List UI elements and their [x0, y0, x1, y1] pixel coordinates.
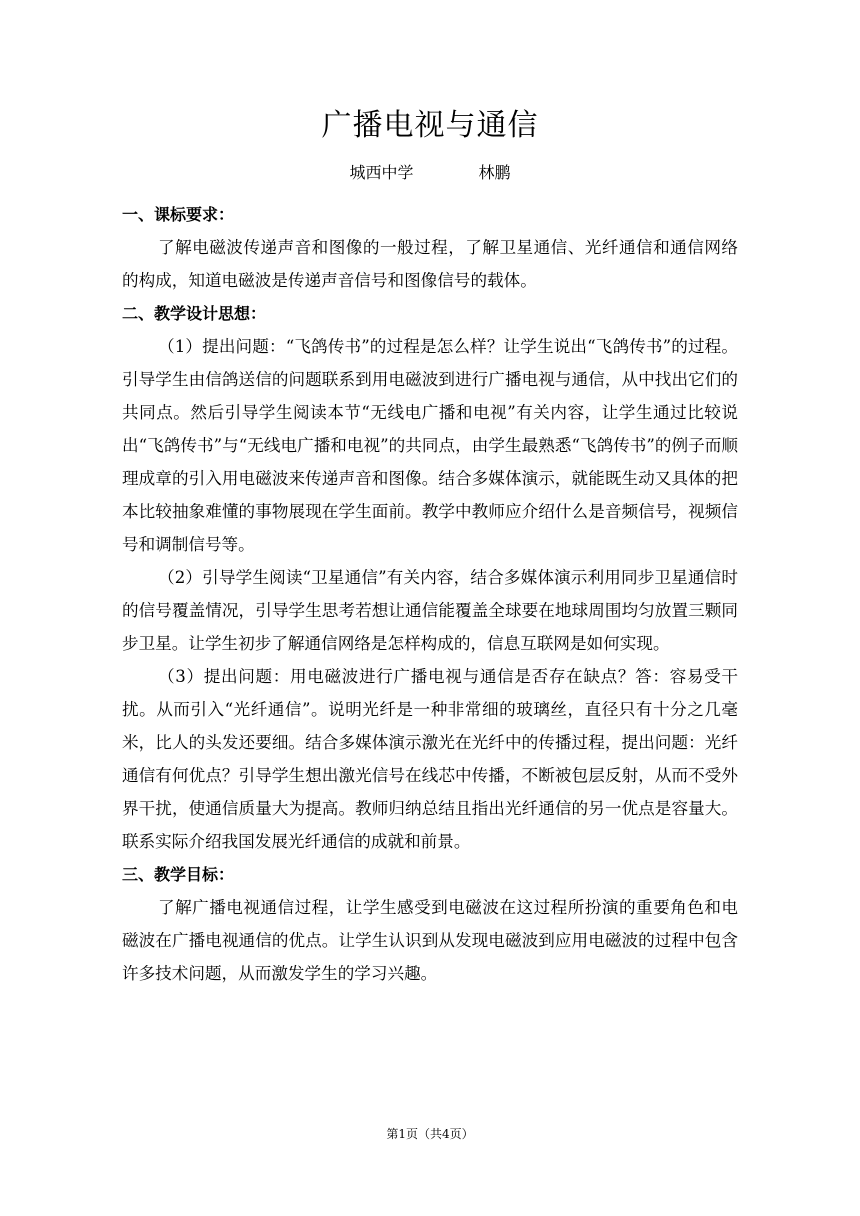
paragraph: （2）引导学生阅读“卫星通信”有关内容，结合多媒体演示利用同步卫星通信时的信号覆盖情况，引导学生思考若想让通信能覆盖全球要在地球周围均匀放置三颗同步卫星。让学生初步了解通信网络是怎样构成的，信息互联网是如何实现。 [122, 568, 738, 653]
paragraph: （3）提出问题：用电磁波进行广播电视与通信是否存在缺点？答：容易受干扰。从而引入“光纤通信”。说明光纤是一种非常细的玻璃丝，直径只有十分之几毫米，比人的头发还要细。结合多媒体演示激光在光纤中的传播过程，提出问题：光纤通信有何优点？引导学生想出激光信号在线芯中传播，不断被包层反射，从而不受外界干扰，使通信质量大为提高。教师归纳总结且指出光纤通信的另一优点是容量大。联系实际介绍我国发展光纤通信的成就和前景。 [122, 667, 738, 851]
document-title: 广播电视与通信 [321, 108, 539, 143]
section-heading-objectives: 三、教学目标： [122, 865, 235, 884]
paragraph: 了解广播电视通信过程，让学生感受到电磁波在这过程所扮演的重要角色和电磁波在广播电视通信的优点。让学生认识到从发现电磁波到应用电磁波的过程中包含许多技术问题，从而激发学生的学习兴趣。 [122, 898, 738, 983]
author-name: 林鹏 [478, 163, 511, 182]
school-name: 城西中学 [349, 163, 414, 182]
section-heading-curriculum: 一、课标要求： [122, 205, 235, 224]
paragraph: 了解电磁波传递声音和图像的一般过程，了解卫星通信、光纤通信和通信网络的构成，知道电磁波是传递声音信号和图像信号的载体。 [122, 238, 738, 290]
paragraph: （1）提出问题：“飞鸽传书”的过程是怎么样？让学生说出“飞鸽传书”的过程。引导学生由信鸽送信的问题联系到用电磁波到进行广播电视与通信，从中找出它们的共同点。然后引导学生阅读本节“无线电广播和电视”有关内容，让学生通过比较说出“飞鸽传书”与“无线电广播和电视”的共同点，由学生最熟悉“飞鸽传书”的例子而顺理成章的引入用电磁波来传递声音和图像。结合多媒体演示，就能既生动又具体的把本比较抽象难懂的事物展现在学生面前。教学中教师应介绍什么是音频信号，视频信号和调制信号等。 [122, 337, 738, 554]
document-body [122, 198, 738, 990]
byline [0, 161, 860, 185]
section-heading-design: 二、教学设计思想： [122, 304, 267, 323]
page-footer: 第1页（共4页） [386, 1127, 474, 1141]
